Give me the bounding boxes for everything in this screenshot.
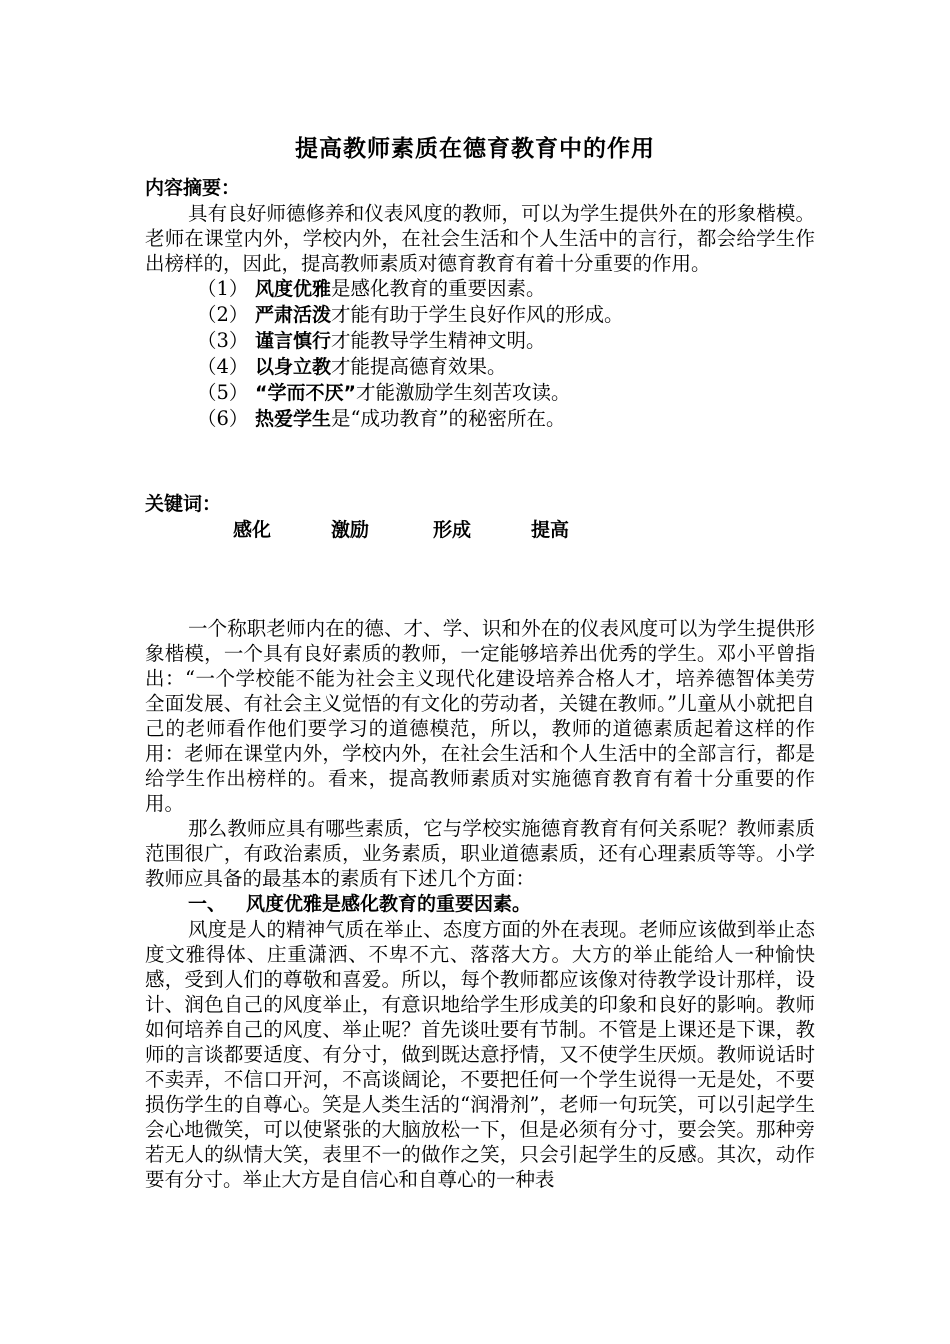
- section-paragraph: 风度是人的精神气质在举止、态度方面的外在表现。老师应该做到举止态度文雅得体、庄重潇洒、不卑不亢、落落大方。大方的举止能给人一种愉快感，受到人们的尊敬和喜爱。所以，每个教师都应该像对待教学设计那样，设计、润色自己的风度举止，有意识地给学生形成美的印象和良好的影响。教师如何培养自己的风度、举止呢？首先谈吐要有节制。不管是上课还是下课，教师的言谈都要适度、有分寸，做到既达意抒情，又不使学生厌烦。教师说话时不卖弄，不信口开河，不高谈阔论，不要把任何一个学生说得一无是处，不要损伤学生的自尊心。笑是人类生活的“润滑剂”，老师一句玩笑，可以引起学生会心地微笑，可以使紧张的大脑放松一下，但是必须有分寸，要会笑。那种旁若无人的纵情大笑，表里不一的做作之笑，只会引起学生的反感。其次，动作要有分寸。举止大方是自信心和自尊心的一种表: [145, 918, 815, 1191]
- keyword: 感化: [233, 519, 272, 541]
- abstract-item: （5） “学而不厌”才能激励学生刻苦攻读。: [197, 381, 571, 404]
- document-body: [145, 176, 815, 1192]
- section-heading: 一、 风度优雅是感化教育的重要因素。: [188, 893, 532, 915]
- abstract-item: （4） 以身立教才能提高德育效果。: [197, 355, 507, 378]
- abstract-item: （6） 热爱学生是“成功教育”的秘密所在。: [197, 407, 566, 430]
- keyword: 提高: [531, 519, 570, 541]
- abstract-text: 具有良好师德修养和仪表风度的教师，可以为学生提供外在的形象楷模。老师在课堂内外，学校内外，在社会生活和个人生活中的言行，都会给学生作出榜样的，因此，提高教师素质对德育教育有着十分重要的作用。: [145, 202, 815, 275]
- abstract-label: 内容摘要：: [145, 177, 241, 199]
- document-title: 提高教师素质在德育教育中的作用: [295, 136, 655, 162]
- body-paragraph: 那么教师应具有哪些素质，它与学校实施德育教育有何关系呢？教师素质范围很广，有政治素质，业务素质，职业道德素质，还有心理素质等等。小学教师应具备的最基本的素质有下述几个方面：: [145, 817, 815, 890]
- body-paragraph: 一个称职老师内在的德、才、学、识和外在的仪表风度可以为学生提供形象楷模，一个具有良好素质的教师，一定能够培养出优秀的学生。邓小平曾指出：“一个学校能不能为社会主义现代化建设培养合格人才，培养德智体美劳全面发展、有社会主义觉悟的有文化的劳动者，关键在教师。”儿童从小就把自己的老师看作他们要学习的道德模范，所以，教师的道德素质起着这样的作用：老师在课堂内外，学校内外，在社会生活和个人生活中的全部言行，都是给学生作出榜样的。看来，提高教师素质对实施德育教育有着十分重要的作用。: [145, 617, 815, 815]
- abstract-item: （1） 风度优雅是感化教育的重要因素。: [197, 277, 546, 300]
- abstract-item: （2） 严肃活泼才能有助于学生良好作风的形成。: [197, 303, 624, 326]
- keywords-label: 关键词：: [145, 493, 222, 515]
- keyword: 形成: [433, 519, 472, 541]
- keyword: 激励: [331, 519, 370, 541]
- abstract-list: [145, 276, 815, 432]
- keywords-list: [145, 517, 815, 542]
- abstract-item: （3） 谨言慎行才能教导学生精神文明。: [197, 329, 546, 352]
